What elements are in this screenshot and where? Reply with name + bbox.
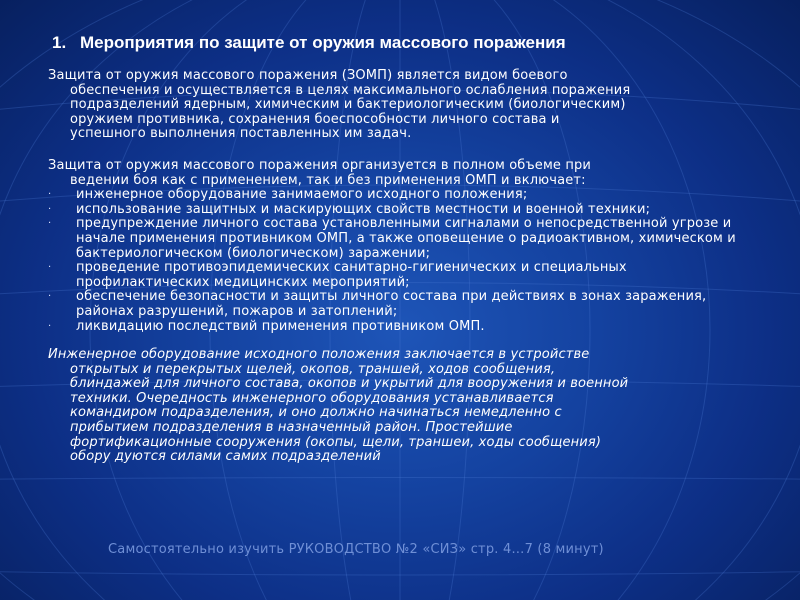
paragraph-line: обору дуются силами самих подразделений (70, 449, 381, 465)
bullet-icon: · (48, 218, 52, 230)
paragraph-line: обеспечения и осуществляется в целях максимального ослабления поражения (70, 82, 631, 98)
slide-body (48, 69, 748, 465)
list-item-text: использование защитных и маскирующих свойств местности и военной техники; (76, 201, 651, 217)
slide-title (52, 33, 772, 53)
bullet-icon: · (48, 203, 52, 215)
title-text: Мероприятия по защите от оружия массового поражения (80, 33, 566, 52)
list-item-text: проведение противоэпидемических санитарно-гигиенических и специальных профилактических медицинских мероприятий; (76, 260, 627, 290)
paragraph-zomp-definition (48, 69, 748, 142)
paragraph-line: фортификационные сооружения (окопы, щели, траншеи, ходы сообщения) (70, 434, 602, 450)
list-item-text: обеспечение безопасности и защиты личного состава при действиях в зонах заражения, районах разрушений, пожаров и затоплений; (76, 289, 707, 319)
bullet-icon: · (48, 262, 52, 274)
paragraph-line: командиром подразделения, и оно должно начинаться немедленно с (70, 405, 562, 421)
paragraph-line: Инженерное оборудование исходного положения заключается в устройстве (48, 347, 590, 363)
paragraph-line: подразделений ядерным, химическим и бактериологическим (биологическим) (70, 97, 626, 113)
bullet-icon: · (48, 291, 52, 303)
list-item (48, 261, 748, 290)
list-item (48, 290, 748, 319)
list-item (48, 217, 748, 261)
self-study-footnote: Самостоятельно изучить РУКОВОДСТВО №2 «СИЗ» стр. 4…7 (8 минут) (108, 542, 604, 557)
paragraph-line: техники. Очередность инженерного оборудования устанавливается (70, 390, 554, 406)
paragraph-line: Защита от оружия массового поражения (ЗОМП) является видом боевого (48, 68, 568, 83)
paragraph-line: прибытием подразделения в назначенный район. Простейшие (70, 420, 513, 436)
paragraph-zomp-organization (48, 159, 748, 188)
list-item-text: предупреждение личного состава установленными сигналами о непосредственной угрозе и начале применения противником ОМП, а также оповещение о радиоактивном, химическом и бактериологическом (биологическом) заражении; (76, 216, 736, 261)
paragraph-line: Защита от оружия массового поражения организуется в полном объеме при (48, 157, 591, 173)
list-item (48, 320, 748, 335)
paragraph-line: оружием противника, сохранения боеспособности личного состава и (70, 111, 560, 127)
bullet-icon: · (48, 320, 52, 332)
measures-list (48, 188, 748, 334)
title-number: 1. (52, 33, 67, 52)
paragraph-line: блиндажей для личного состава, окопов и укрытий для вооружения и военной (70, 376, 629, 392)
paragraph-line: успешного выполнения поставленных им задач. (70, 126, 412, 142)
list-item (48, 203, 748, 218)
paragraph-line: ведении боя как с применением, так и без применения ОМП и включает: (70, 172, 586, 188)
paragraph-line: открытых и перекрытых щелей, окопов, траншей, ходов сообщения, (70, 361, 556, 377)
list-item-text: ликвидацию последствий применения противником ОМП. (76, 318, 485, 334)
bullet-icon: · (48, 189, 52, 201)
paragraph-engineering-equipment (48, 348, 748, 465)
list-item (48, 188, 748, 203)
list-item-text: инженерное оборудование занимаемого исходного положения; (76, 187, 528, 203)
